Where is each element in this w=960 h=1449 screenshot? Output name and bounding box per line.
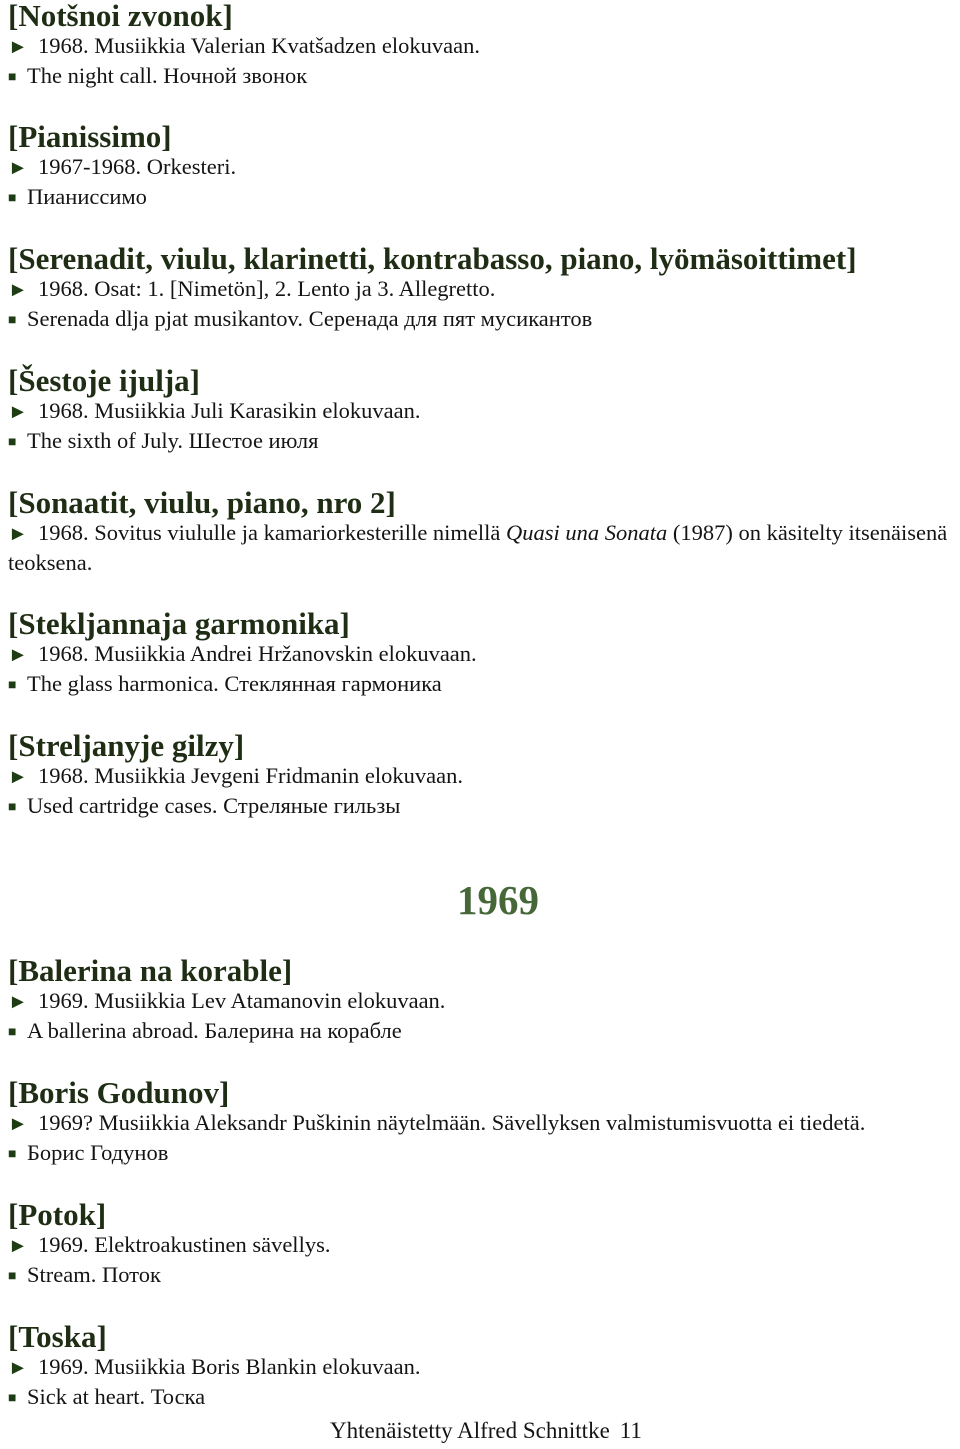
entry-info-text: 1968. Musiikkia Jevgeni Fridmanin elokuvaan.	[38, 763, 463, 788]
triangle-right-icon: ►	[8, 157, 28, 179]
catalog-entry	[8, 365, 956, 457]
work-title-italic: Quasi una Sonata	[506, 520, 668, 545]
entry-info-text: 1968. Osat: 1. [Nimetön], 2. Lento ja 3. Allegretto.	[38, 276, 496, 301]
entry-info	[8, 153, 956, 183]
entry-info	[8, 397, 956, 427]
entry-alt-text: Sick at heart. Тоска	[27, 1383, 206, 1409]
entry-info-text-continued: (1987) on käsitelty itsenäisenä teoksena.	[8, 520, 948, 575]
triangle-right-icon: ►	[8, 1357, 28, 1379]
square-bullet-icon: ■	[8, 312, 17, 328]
entry-info-text: 1968. Sovitus viululle ja kamariorkesterille nimellä	[38, 520, 507, 545]
page-number: 11	[619, 1418, 642, 1443]
entry-title: [Toska]	[8, 1319, 107, 1354]
entry-alt-text: A ballerina abroad. Балерина на корабле	[27, 1017, 402, 1043]
entry-title: [Streljanyje gilzy]	[8, 728, 245, 763]
entry-alt-titles	[8, 183, 956, 214]
entry-alt-titles	[8, 427, 956, 458]
catalog-entry	[8, 730, 956, 822]
entry-info	[8, 1231, 956, 1261]
entry-alt-text: Serenada dlja pjat musikantov. Серенада для пят мусикантов	[27, 305, 593, 331]
square-bullet-icon: ■	[8, 1390, 17, 1406]
entry-alt-text: The night call. Ночной звонок	[27, 62, 308, 88]
catalog-entry	[8, 243, 956, 335]
entry-alt-titles	[8, 305, 956, 336]
entry-info-text: 1969. Elektroakustinen sävellys.	[38, 1232, 331, 1257]
entry-title: [Serenadit, viulu, klarinetti, kontrabasso, piano, lyömäsoittimet]	[8, 241, 857, 276]
square-bullet-icon: ■	[8, 1268, 17, 1284]
page-footer	[330, 1418, 642, 1444]
catalog-entry	[8, 1077, 956, 1169]
triangle-right-icon: ►	[8, 36, 28, 58]
entry-info-text: 1968. Musiikkia Andrei Hržanovskin elokuvaan.	[38, 641, 477, 666]
entry-info	[8, 1109, 956, 1139]
entry-title: [Sonaatit, viulu, piano, nro 2]	[8, 485, 396, 520]
triangle-right-icon: ►	[8, 1113, 28, 1135]
entry-title: [Balerina na korable]	[8, 953, 293, 988]
entry-alt-text: Пианиссимо	[27, 183, 147, 209]
catalog-entry	[8, 1321, 956, 1413]
square-bullet-icon: ■	[8, 69, 17, 85]
footer-title: Yhtenäistetty Alfred Schnittke	[330, 1418, 610, 1443]
triangle-right-icon: ►	[8, 766, 28, 788]
entry-info-text: 1969. Musiikkia Boris Blankin elokuvaan.	[38, 1354, 421, 1379]
entry-title: [Boris Godunov]	[8, 1075, 230, 1110]
entry-info	[8, 519, 956, 577]
entry-info	[8, 987, 956, 1017]
entry-info-text: 1968. Musiikkia Valerian Kvatšadzen elokuvaan.	[38, 33, 480, 58]
entry-info-text: 1968. Musiikkia Juli Karasikin elokuvaan.	[38, 398, 421, 423]
square-bullet-icon: ■	[8, 1146, 17, 1162]
square-bullet-icon: ■	[8, 190, 17, 206]
catalog-entry	[8, 487, 956, 577]
entry-title: [Šestoje ijulja]	[8, 363, 200, 398]
catalog-entry	[8, 955, 956, 1047]
entry-alt-titles	[8, 670, 956, 701]
entry-alt-text: The sixth of July. Шестое июля	[27, 427, 319, 453]
entry-info	[8, 32, 956, 62]
catalog-entry	[8, 1199, 956, 1291]
entry-alt-titles	[8, 1017, 956, 1048]
catalog-entry	[8, 0, 956, 92]
entry-title: [Notšnoi zvonok]	[8, 0, 233, 33]
year-heading: 1969	[457, 877, 539, 923]
entry-alt-titles	[8, 1139, 956, 1170]
triangle-right-icon: ►	[8, 401, 28, 423]
triangle-right-icon: ►	[8, 523, 28, 545]
entry-info	[8, 275, 956, 305]
entry-info-text: 1969. Musiikkia Lev Atamanovin elokuvaan.	[38, 988, 446, 1013]
triangle-right-icon: ►	[8, 644, 28, 666]
triangle-right-icon: ►	[8, 991, 28, 1013]
entry-info	[8, 640, 956, 670]
triangle-right-icon: ►	[8, 1235, 28, 1257]
catalog-entry	[8, 608, 956, 700]
entry-alt-titles	[8, 62, 956, 93]
entry-alt-text: Used cartridge cases. Стреляные гильзы	[27, 792, 401, 818]
entry-info-text: 1969? Musiikkia Aleksandr Puškinin näytelmään. Sävellyksen valmistumisvuotta ei tiedetä.	[38, 1110, 866, 1135]
catalog-entry	[8, 121, 956, 213]
square-bullet-icon: ■	[8, 434, 17, 450]
square-bullet-icon: ■	[8, 677, 17, 693]
entry-alt-text: Stream. Поток	[27, 1261, 161, 1287]
entry-alt-titles	[8, 1261, 956, 1292]
entry-alt-text: The glass harmonica. Стеклянная гармоника	[27, 670, 442, 696]
entry-title: [Stekljannaja garmonika]	[8, 606, 350, 641]
triangle-right-icon: ►	[8, 279, 28, 301]
square-bullet-icon: ■	[8, 1024, 17, 1040]
entry-title: [Potok]	[8, 1197, 107, 1232]
entry-info	[8, 762, 956, 792]
entry-alt-text: Борис Годунов	[27, 1139, 169, 1165]
square-bullet-icon: ■	[8, 799, 17, 815]
entry-alt-titles	[8, 1383, 956, 1414]
entry-info	[8, 1353, 956, 1383]
entry-alt-titles	[8, 792, 956, 823]
entry-title: [Pianissimo]	[8, 119, 172, 154]
entry-info-text: 1967-1968. Orkesteri.	[38, 154, 237, 179]
